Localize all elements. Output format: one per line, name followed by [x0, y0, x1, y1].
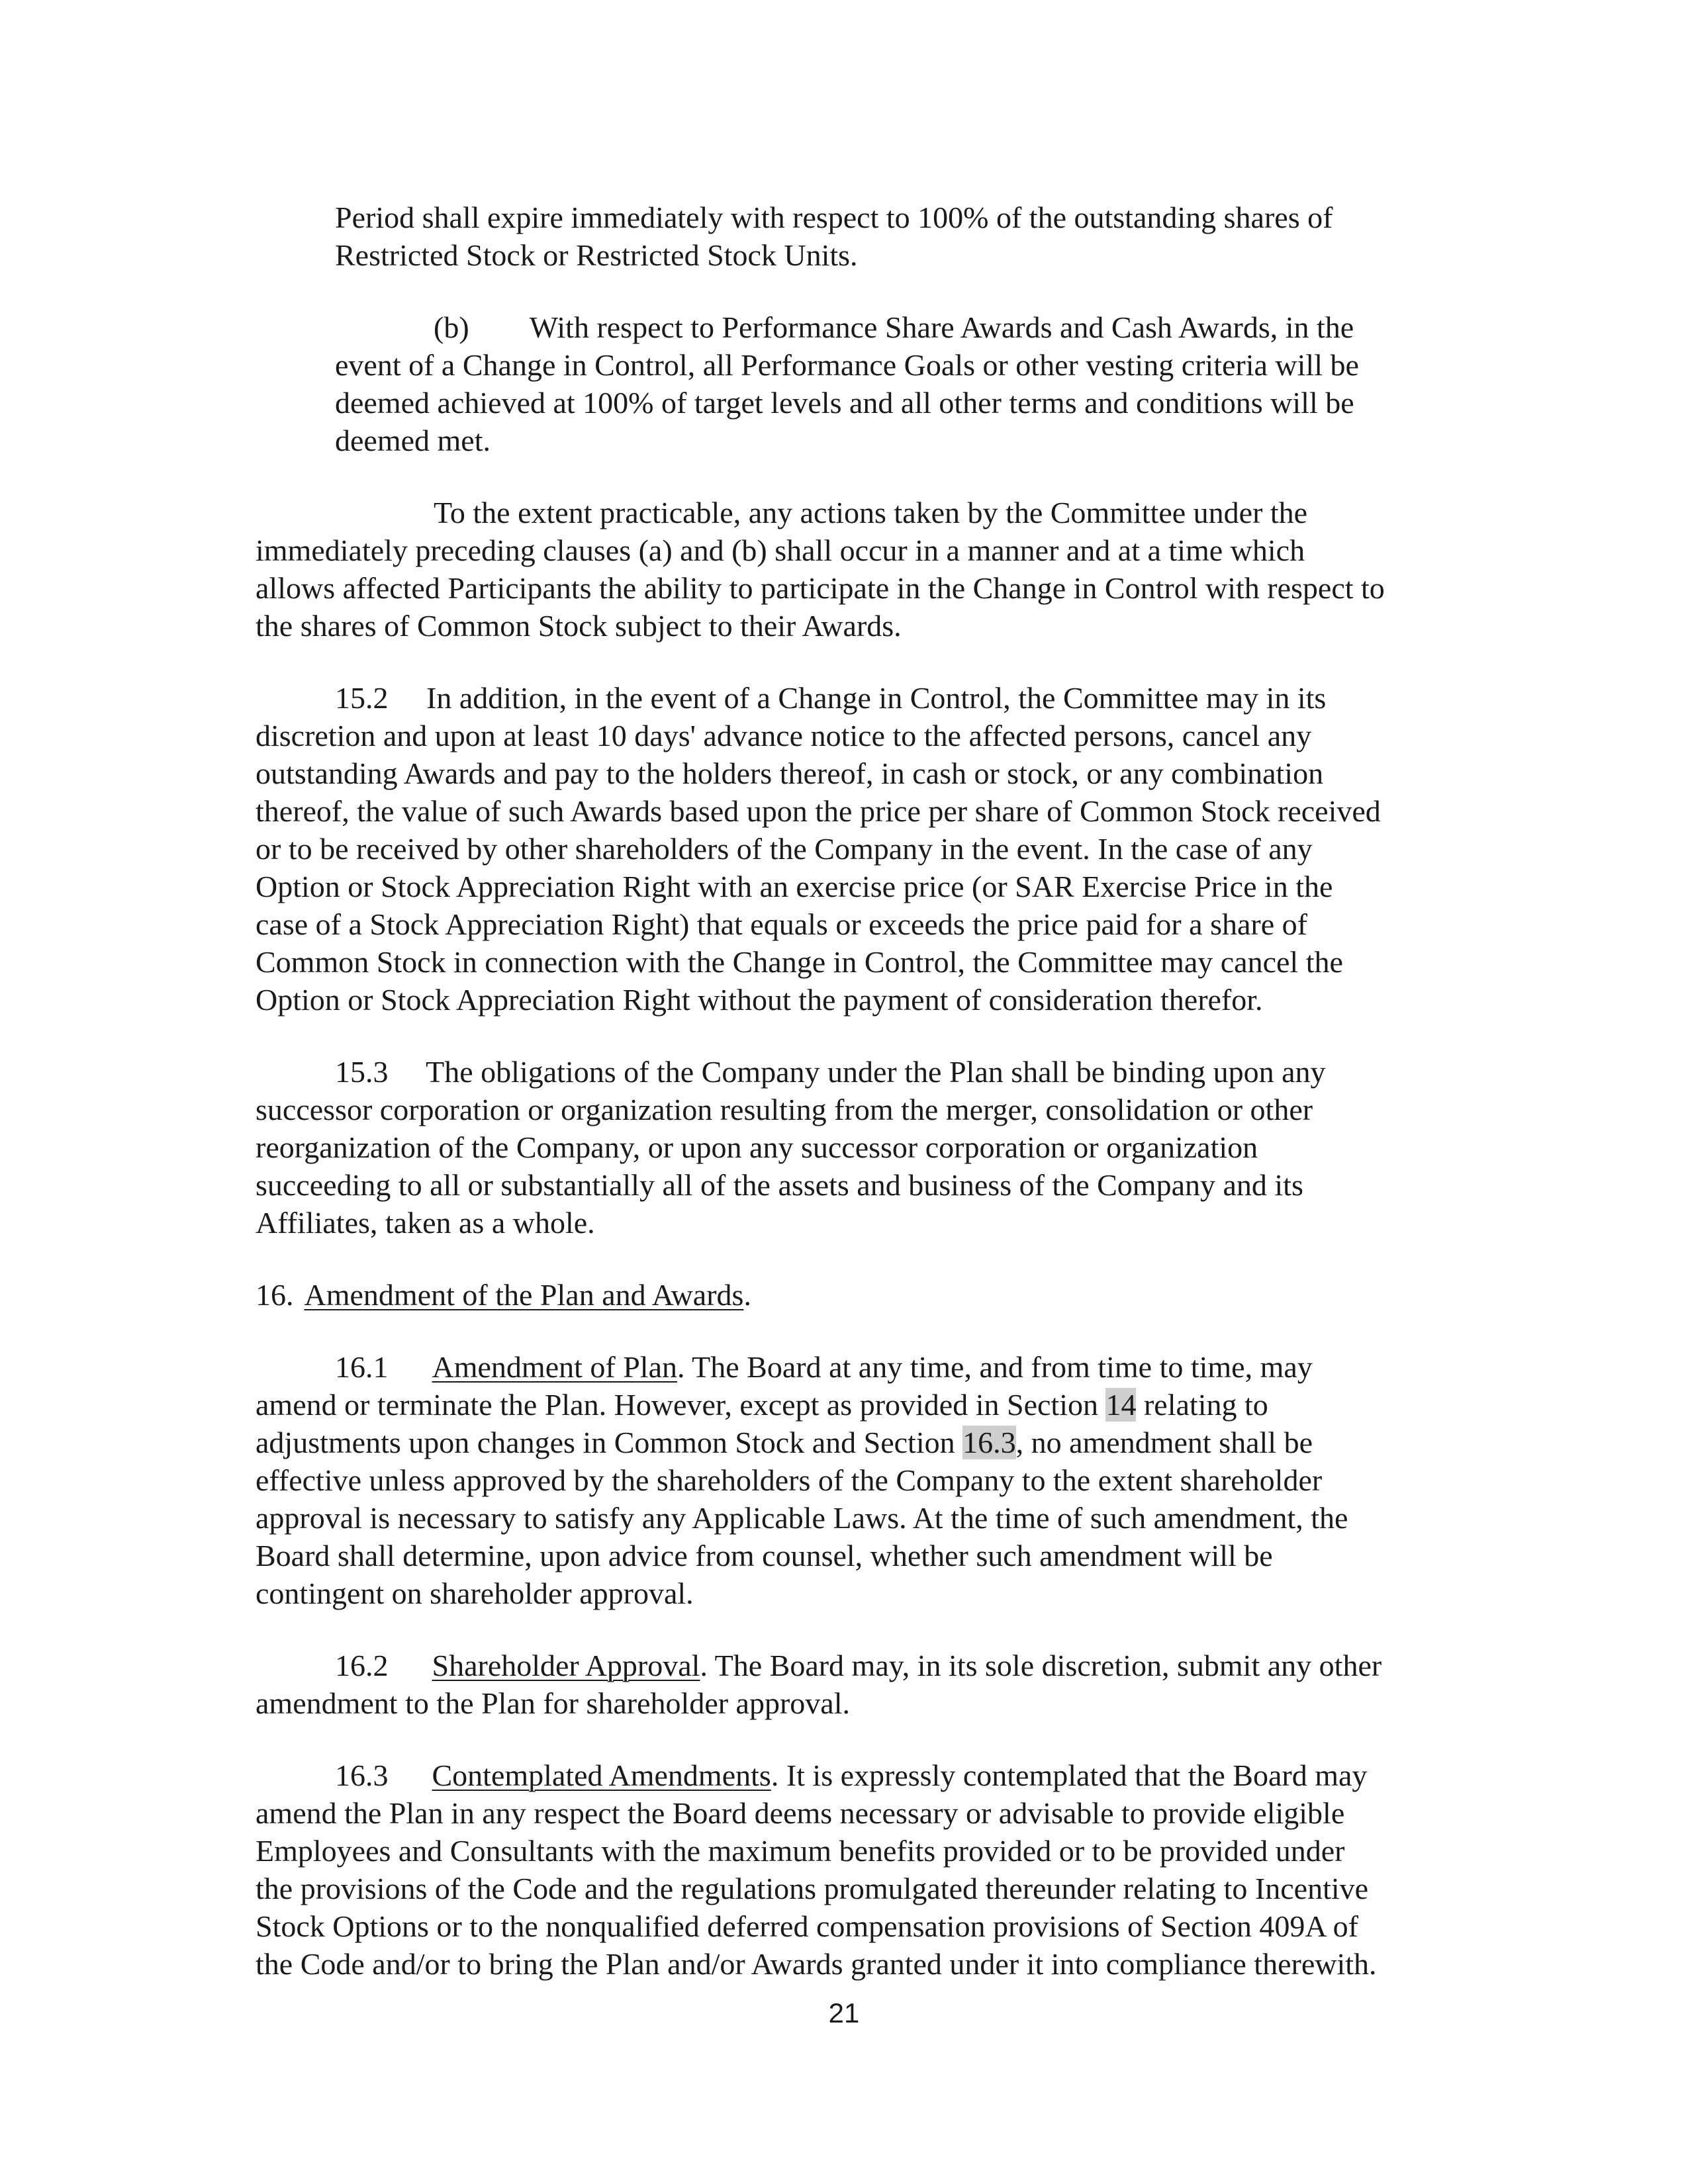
section-title: Amendment of the Plan and Awards [304, 1278, 744, 1312]
paragraph-line: immediately preceding clauses (a) and (b) shall occur in a manner and at a time which [256, 533, 1305, 567]
paragraph-line: deemed met. [335, 424, 491, 457]
paragraph-line: the shares of Common Stock subject to their Awards. [256, 609, 902, 643]
paragraph-line: event of a Change in Control, all Performance Goals or other vesting criteria will be [335, 348, 1359, 382]
paragraph-line: Board shall determine, upon advice from counsel, whether such amendment will be [256, 1539, 1273, 1572]
section-heading [256, 1276, 751, 1314]
paragraph-line: amend or terminate the Plan. However, except as provided in Section 14 relating to [256, 1388, 1268, 1422]
subsection-number: 16.1 [335, 1350, 389, 1384]
paragraph-line: case of a Stock Appreciation Right) that equals or exceeds the price paid for a share of [256, 907, 1307, 941]
paragraph-line: succeeding to all or substantially all of the assets and business of the Company and its [256, 1168, 1303, 1202]
page-number: 21 [828, 1997, 860, 2028]
paragraph-line: effective unless approved by the shareholders of the Company to the extent shareholder [256, 1463, 1323, 1497]
paragraph-line: amendment to the Plan for shareholder approval. [256, 1686, 850, 1720]
paragraph-line: amend the Plan in any respect the Board deems necessary or advisable to provide eligible [256, 1796, 1345, 1830]
paragraph-line: reorganization of the Company, or upon any successor corporation or organization [256, 1130, 1258, 1164]
paragraph-line: 15.3 The obligations of the Company under the Plan shall be binding upon any [335, 1055, 1326, 1089]
subsection-title: Shareholder Approval [432, 1649, 700, 1682]
cross-reference-link[interactable]: 14 [1105, 1388, 1137, 1422]
subsection-title: Amendment of Plan [432, 1350, 677, 1384]
paragraph-line: Restricted Stock or Restricted Stock Units. [335, 238, 858, 272]
section-number: 16. [256, 1278, 294, 1312]
paragraph-line: Option or Stock Appreciation Right with an exercise price (or SAR Exercise Price in the [256, 870, 1333, 903]
paragraph-line: Period shall expire immediately with respect to 100% of the outstanding shares of [335, 201, 1333, 234]
section-title-period: . [743, 1278, 751, 1312]
subsection-number: 16.2 [335, 1649, 389, 1682]
paragraph-line: Option or Stock Appreciation Right without the payment of consideration therefor. [256, 983, 1263, 1017]
paragraph-line: adjustments upon changes in Common Stock and Section 16.3, no amendment shall be [256, 1426, 1313, 1459]
paragraph-line: contingent on shareholder approval. [256, 1576, 694, 1610]
paragraph-line: Employees and Consultants with the maximum benefits provided or to be provided under [256, 1834, 1345, 1868]
subsection-heading-line: 16.2 Shareholder Approval. The Board may, in its sole discretion, submit any other [335, 1649, 1382, 1682]
paragraph-line: the provisions of the Code and the regulations promulgated thereunder relating to Incentive [256, 1872, 1369, 1905]
paragraph-line: Stock Options or to the nonqualified deferred compensation provisions of Section 409A of [256, 1909, 1358, 1943]
subsection-title: Contemplated Amendments [432, 1758, 771, 1792]
paragraph-line: outstanding Awards and pay to the holders thereof, in cash or stock, or any combination [256, 756, 1324, 790]
paragraph-line: thereof, the value of such Awards based upon the price per share of Common Stock received [256, 794, 1381, 828]
paragraph-line: To the extent practicable, any actions taken by the Committee under the [434, 496, 1308, 529]
paragraph-line: 15.2 In addition, in the event of a Change in Control, the Committee may in its [335, 681, 1327, 715]
paragraph-line: Affiliates, taken as a whole. [256, 1206, 595, 1240]
subsection-heading-line: 16.3 Contemplated Amendments. It is expressly contemplated that the Board may [335, 1758, 1368, 1792]
paragraph-line: discretion and upon at least 10 days' advance notice to the affected persons, cancel any [256, 719, 1312, 752]
paragraph-line: Common Stock in connection with the Change in Control, the Committee may cancel the [256, 945, 1343, 979]
paragraph-line: (b) With respect to Performance Share Awards and Cash Awards, in the [434, 310, 1354, 344]
paragraph-line: the Code and/or to bring the Plan and/or Awards granted under it into compliance therewith. [256, 1947, 1377, 1981]
paragraph-line: or to be received by other shareholders of the Company in the event. In the case of any [256, 832, 1313, 866]
paragraph-line: allows affected Participants the ability to participate in the Change in Control with respect to [256, 571, 1385, 605]
paragraph-line: deemed achieved at 100% of target levels and all other terms and conditions will be [335, 386, 1354, 420]
subsection-heading-line: 16.1 Amendment of Plan. The Board at any time, and from time to time, may [335, 1350, 1313, 1384]
paragraph-line: approval is necessary to satisfy any Applicable Laws. At the time of such amendment, the [256, 1501, 1348, 1535]
cross-reference-link[interactable]: 16.3 [962, 1426, 1016, 1459]
paragraph-line: successor corporation or organization resulting from the merger, consolidation or other [256, 1093, 1313, 1126]
subsection-number: 16.3 [335, 1758, 389, 1792]
